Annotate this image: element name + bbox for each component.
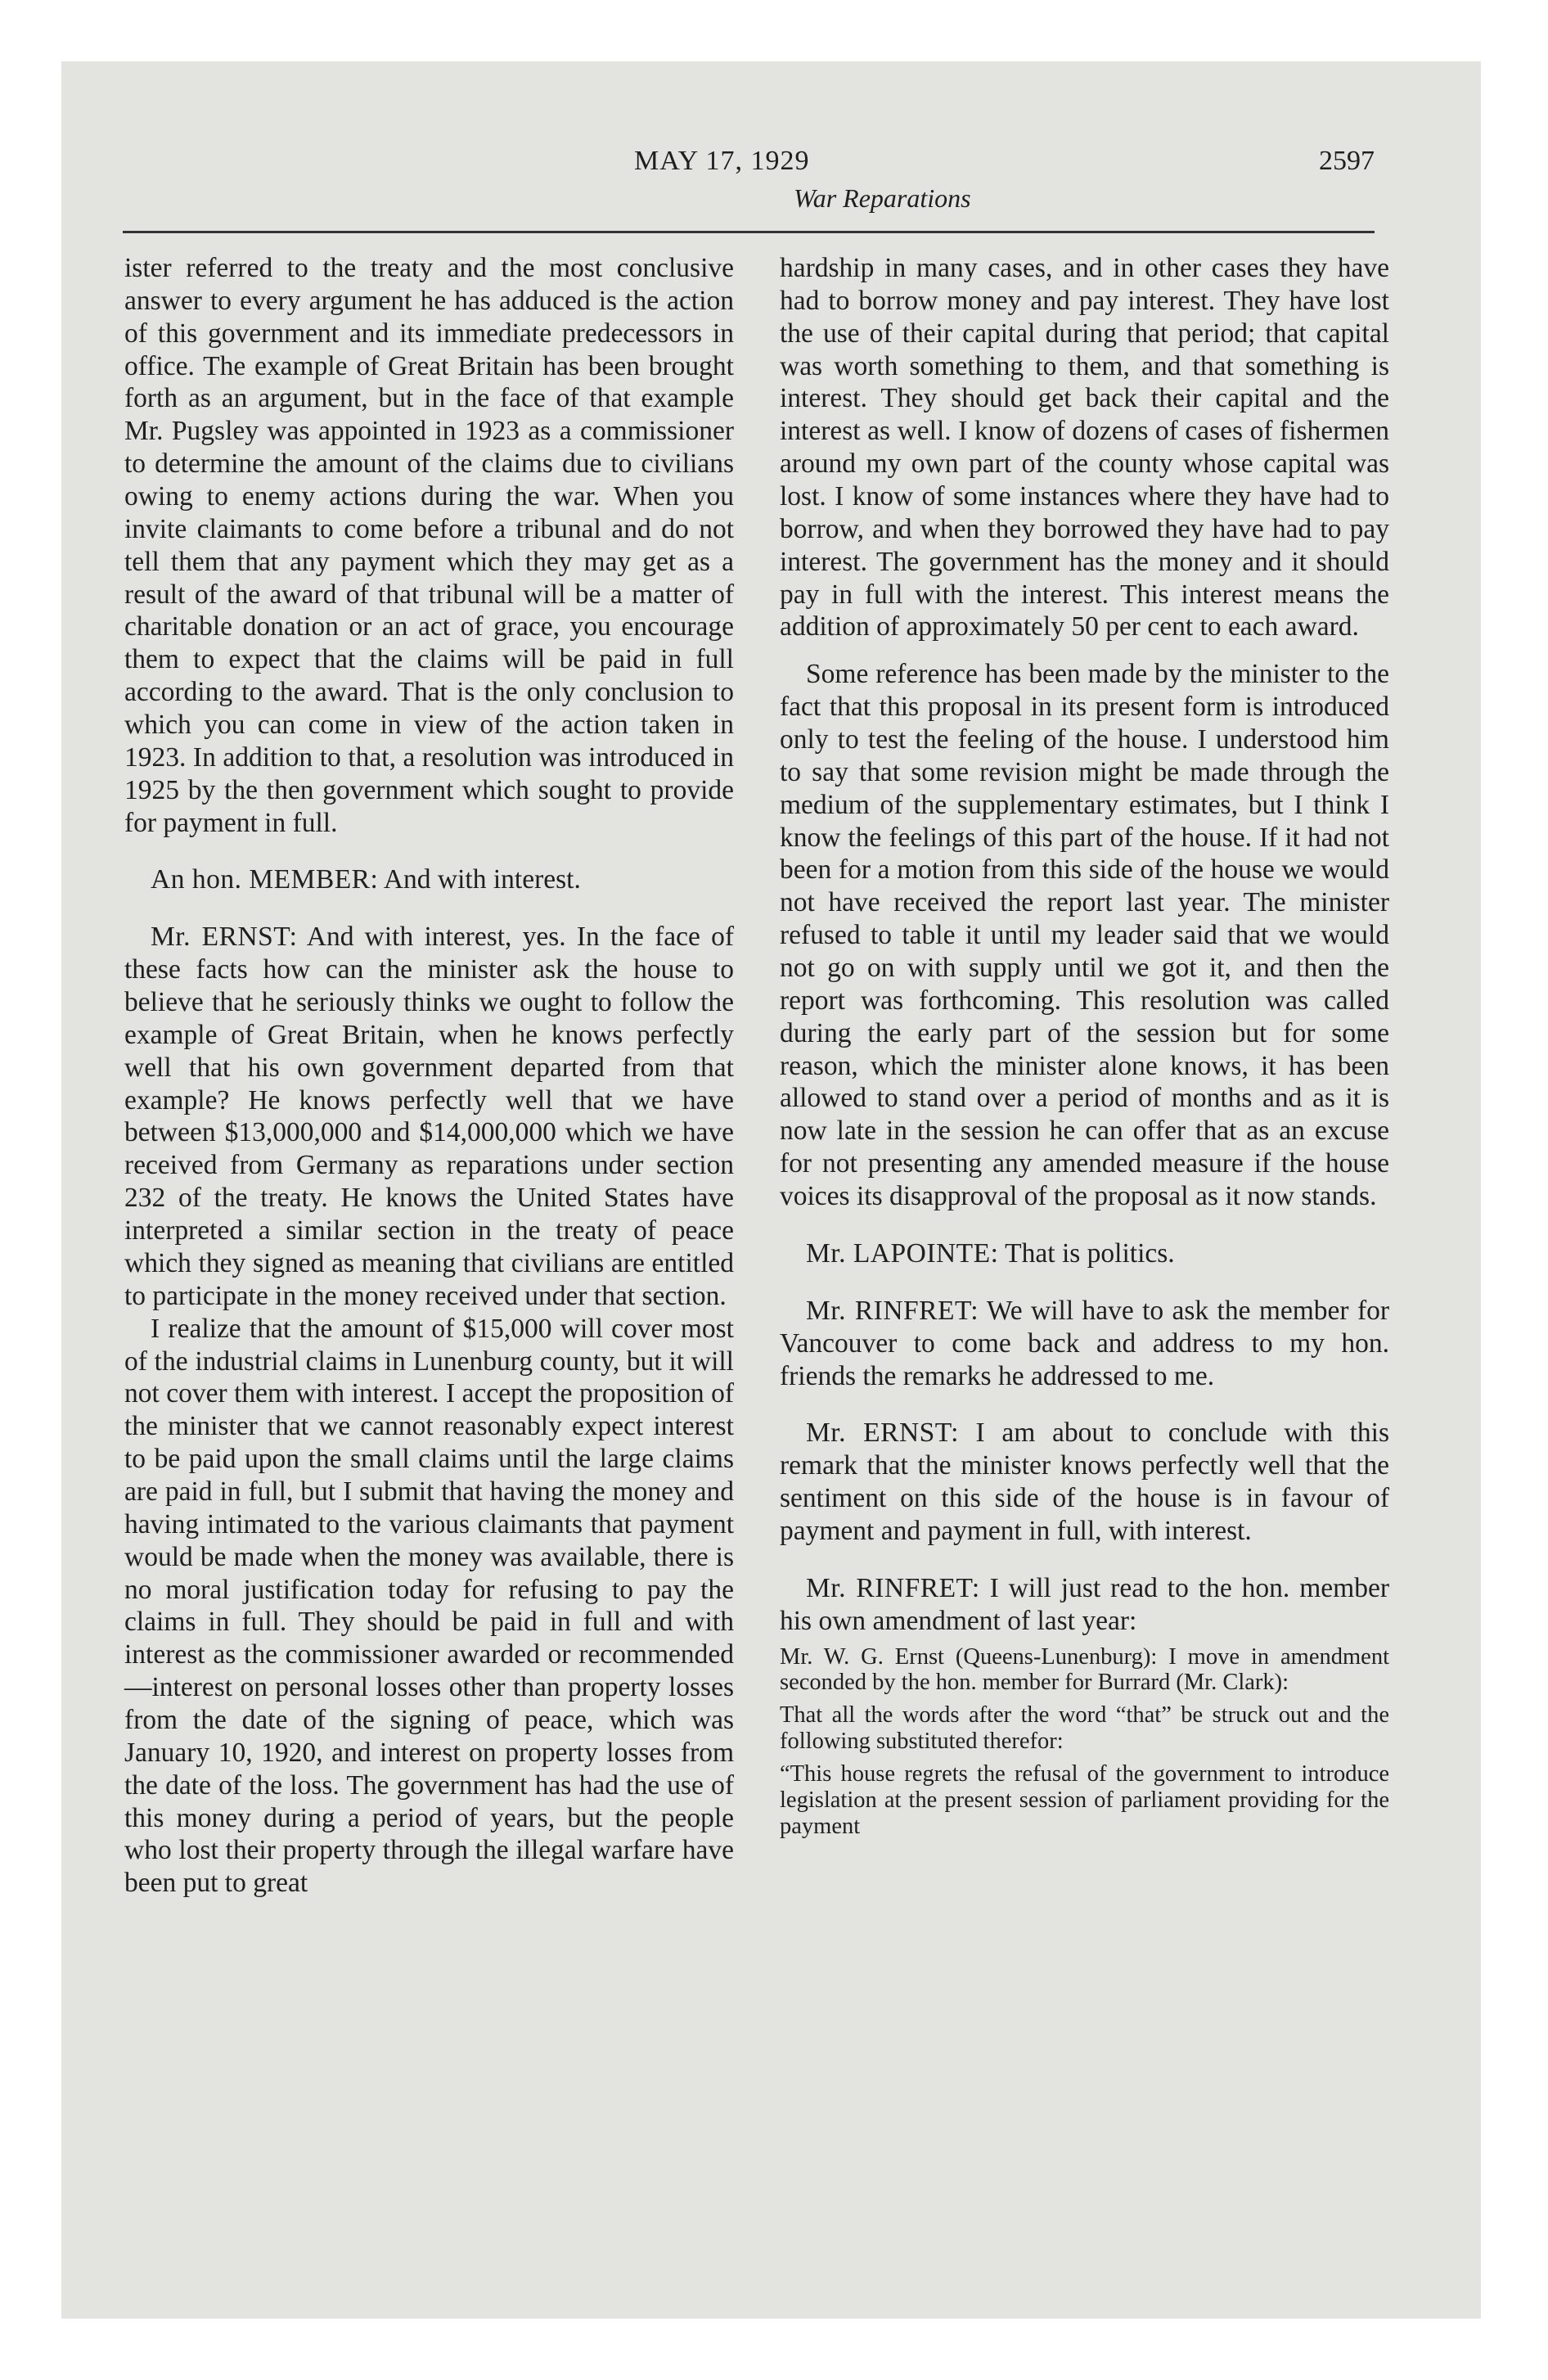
- speech-text: That is politics.: [998, 1237, 1175, 1269]
- paragraph: [124, 921, 734, 1312]
- right-column: [780, 252, 1389, 1840]
- speech-text: I will just read to the hon. member his own amendment of last year:: [780, 1572, 1390, 1636]
- speaker-name: Mr. LAPOINTE:: [806, 1237, 999, 1269]
- page-number: 2597: [1319, 146, 1375, 176]
- paragraph: I realize that the amount of $15,000 will cover most of the industrial claims in Lunenburg county, but it will not cover them with interest. I accept the proposition of the minister that we cannot reasonably expect interest to be paid upon the small claims until the large claims are paid in full, but I submit that having the money and having intimated to the various claimants that payment would be made when the money was available, there is no moral justification today for refusing to pay the claims in full. They should be paid in full and with interest as the commissioner awarded or recommended—interest on personal losses other than property losses from the date of the signing of peace, which was January 10, 1920, and interest on property losses from the date of the loss. The government has had the use of this money during a period of years, but the people who lost their property through the illegal warfare have been put to great: [124, 1313, 734, 1899]
- page-header: [123, 146, 1375, 236]
- quoted-amendment: Mr. W. G. Ernst (Queens-Lunenburg): I move in amendment seconded by the hon. member for Burrard (Mr. Clark):: [780, 1643, 1389, 1696]
- header-topic: War Reparations: [794, 183, 971, 213]
- quoted-amendment: “This house regrets the refusal of the government to introduce legislation at the present session of parliament providing for the payment: [780, 1761, 1389, 1839]
- paragraph: [780, 1237, 1389, 1270]
- speaker-name: Mr. ERNST:: [806, 1418, 959, 1449]
- speech-text: I am about to conclude with this remark that the minister knows perfectly well that the sentiment on this side of the house is in favour of payment and payment in full, with interest.: [780, 1418, 1389, 1546]
- paragraph: Some reference has been made by the minister to the fact that this proposal in its present form is introduced only to test the feeling of the house. I understood him to say that some revision might be made through the medium of the supplementary estimates, but I think I know the feelings of this part of the house. If it had not been for a motion from this side of the house we would not have received the report last year. The minister refused to table it until my leader said that we would not go on with supply until we got it, and then the report was forthcoming. This resolution was called during the early part of the session but for some reason, which the minister alone knows, it has been allowed to stand over a period of months and as it is now late in the session he can offer that as an excuse for not presenting any amended measure if the house voices its disapproval of the proposal as it now stands.: [780, 659, 1389, 1212]
- paragraph: hardship in many cases, and in other cases they have had to borrow money and pay interest. They have lost the use of their capital during that period; that capital was worth something to them, and that something is interest. They should get back their capital and the interest as well. I know of dozens of cases of fishermen around my own part of the county whose capital was lost. I know of some instances where they have had to borrow, and when they borrowed they have had to pay interest. The government has the money and it should pay in full with the interest. This interest means the addition of approximately 50 per cent to each award.: [780, 253, 1389, 642]
- paragraph: ister referred to the treaty and the most conclusive answer to every argument he has adduced is the action of this government and its immediate predecessors in office. The example of Great Britain has been brought forth as an argument, but in the face of that example Mr. Pugsley was appointed in 1923 as a commissioner to determine the amount of the claims due to civilians owing to enemy actions during the war. When you invite claimants to come before a tribunal and do not tell them that any payment which they may get as a result of the award of that tribunal will be a matter of charitable donation or an act of grace, you encourage them to expect that the claims will be paid in full according to the award. That is the only conclusion to which you can come in view of the action taken in 1923. In addition to that, a resolution was introduced in 1925 by the then government which sought to provide for payment in full.: [124, 253, 734, 838]
- paragraph: [780, 1572, 1389, 1638]
- paragraph: [124, 863, 734, 896]
- speaker-name: Mr. RINFRET:: [806, 1572, 980, 1603]
- header-date: MAY 17, 1929: [634, 146, 810, 176]
- speech-text: And with interest, yes. In the face of these facts how can the minister ask the house to believe that he seriously thinks we ought to follow the example of Great Britain, when he knows perfectly well that his own government departed from that example? He knows perfectly well that we have between $13,000,000 and $14,000,000 which we have received from Germany as reparations under section 232 of the treaty. He knows the United States have interpreted a similar section in the treaty of peace which they signed as meaning that civilians are entitled to participate in the money received under that section.: [124, 922, 734, 1311]
- paragraph: [780, 1417, 1389, 1547]
- speech-text: And with interest.: [378, 864, 581, 895]
- quoted-amendment: That all the words after the word “that” be struck out and the following substituted therefor:: [780, 1702, 1389, 1755]
- paragraph: [780, 1295, 1389, 1393]
- speaker-name: Mr. RINFRET:: [806, 1295, 979, 1326]
- header-rule: [123, 231, 1375, 233]
- speaker-name: An hon. MEMBER:: [151, 864, 379, 895]
- speech-text: We will have to ask the member for Vancouver to come back and address to my hon. friends the remarks he addressed to me.: [780, 1295, 1390, 1391]
- speaker-name: Mr. ERNST:: [151, 922, 298, 953]
- left-column: [124, 252, 734, 1900]
